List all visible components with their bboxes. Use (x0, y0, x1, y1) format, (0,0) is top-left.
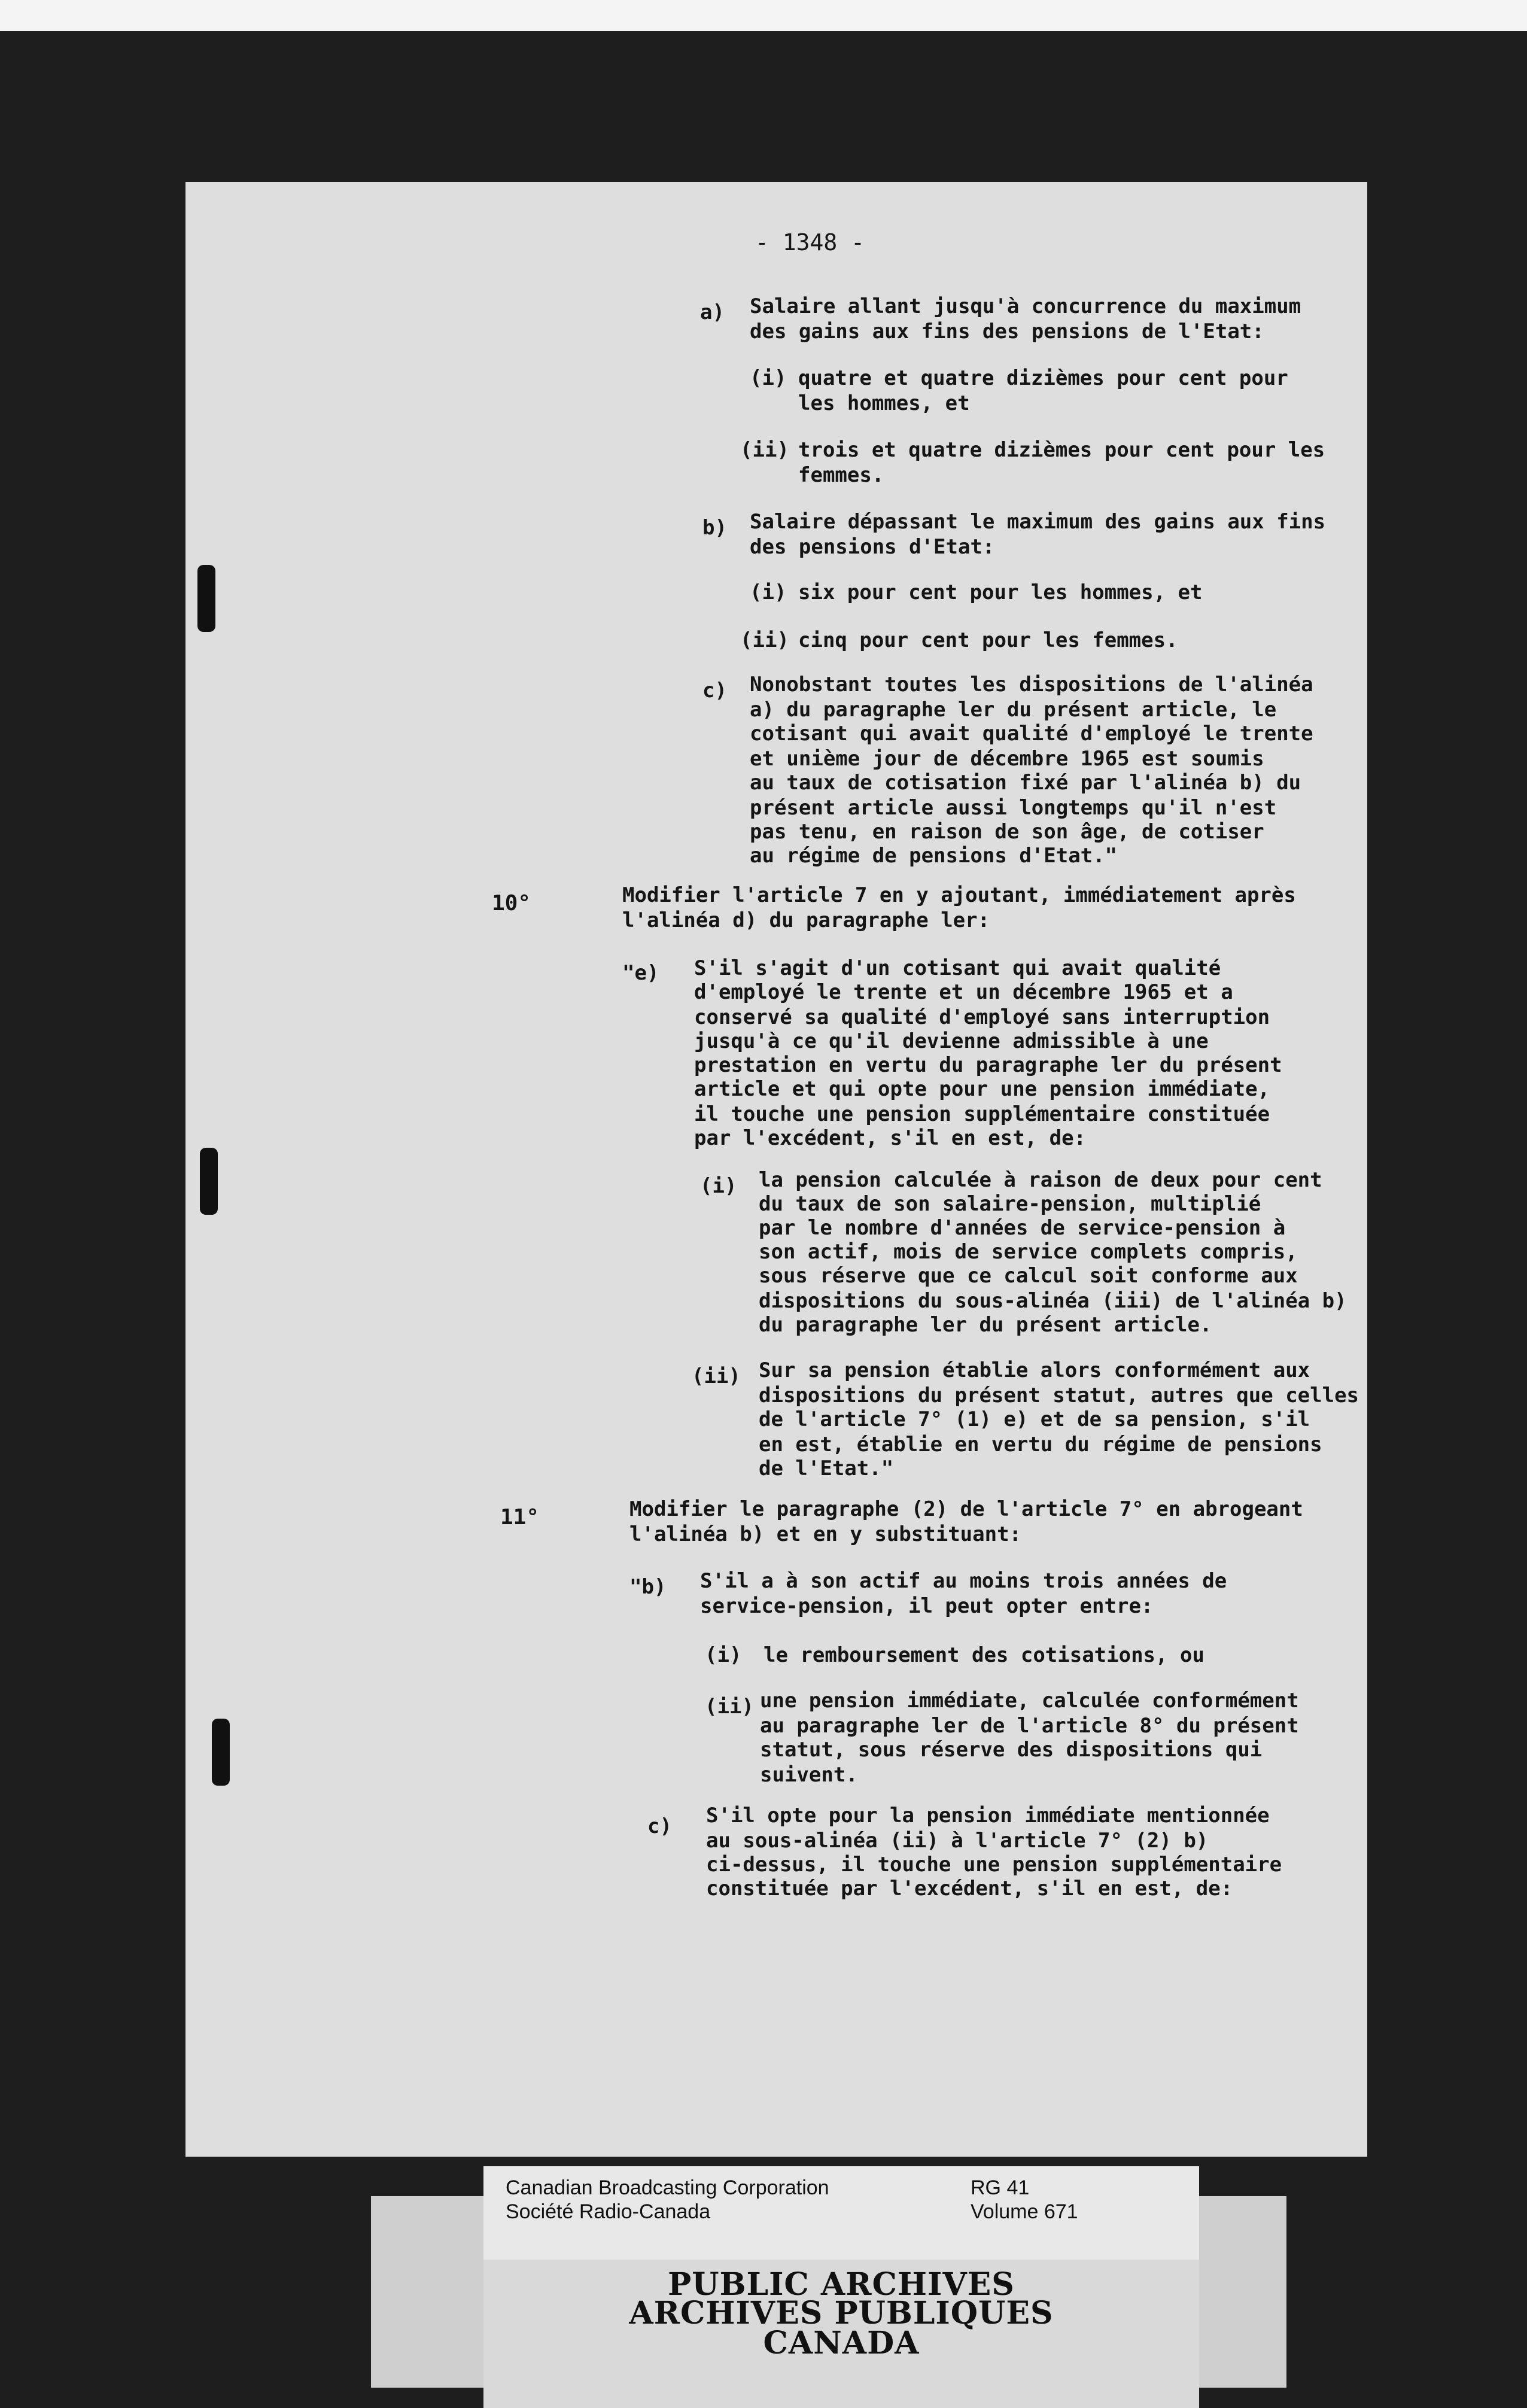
clause-10-e-i-line-5: sous réserve que ce calcul soit conforme aux (759, 1264, 1298, 1288)
item-a-i-line-2: les hommes, et (798, 391, 970, 415)
clause-10-e-label: "e) (622, 961, 659, 985)
item-a-ii-line-1: trois et quatre dizièmes pour cent pour les (798, 438, 1325, 462)
item-b-ii-label: (ii) (740, 628, 789, 652)
clause-10-e-line-7: il touche une pension supplémentaire constituée (694, 1102, 1270, 1126)
clause-11-line-1: Modifier le paragraphe (2) de l'article 7° en abrogeant (629, 1497, 1303, 1521)
clause-10-e-line-8: par l'excédent, s'il en est, de: (694, 1126, 1087, 1150)
clause-10-e-i-label: (i) (700, 1174, 737, 1198)
item-b-i-label: (i) (750, 580, 787, 604)
punch-hole-middle (200, 1148, 218, 1215)
clause-10-e-i-line-7: du paragraphe ler du présent article. (759, 1313, 1212, 1337)
item-b-line-1: Salaire dépassant le maximum des gains aux fins (750, 510, 1326, 534)
clause-11-number: 11° (500, 1505, 540, 1530)
archive-stamp-line-1: PUBLIC ARCHIVES (668, 2266, 1015, 2303)
item-b-ii-line-1: cinq pour cent pour les femmes. (798, 628, 1178, 652)
item-c-line-7: pas tenu, en raison de son âge, de cotiser (750, 820, 1264, 844)
item-a-ii-line-2: femmes. (798, 463, 884, 487)
archive-org-en: Canadian Broadcasting Corporation (506, 2176, 829, 2199)
item-c-line-4: et unième jour de décembre 1965 est soumis (750, 747, 1264, 771)
clause-10-e-ii-line-5: de l'Etat." (759, 1457, 894, 1480)
archive-stamp-line-2: ARCHIVES PUBLIQUES (629, 2295, 1054, 2331)
clause-10-e-ii-line-1: Sur sa pension établie alors conformément aux (759, 1358, 1310, 1382)
clause-11-c-line-4: constituée par l'excédent, s'il en est, de: (706, 1877, 1233, 1901)
clause-10-e-i-line-6: dispositions du sous-alinéa (iii) de l'alinéa b) (759, 1289, 1347, 1313)
clause-11-b-i-line-1: le remboursement des cotisations, ou (764, 1643, 1204, 1667)
clause-10-number: 10° (492, 891, 531, 916)
clause-11-b-ii-label: (ii) (705, 1695, 754, 1719)
item-c-line-2: a) du paragraphe ler du présent article, le (750, 698, 1277, 722)
clause-11-c-line-2: au sous-alinéa (ii) à l'article 7° (2) b) (706, 1829, 1209, 1853)
clause-11-b-i-label: (i) (705, 1643, 742, 1667)
item-c-line-6: présent article aussi longtemps qu'il n'est (750, 796, 1277, 820)
clause-10-e-line-2: d'employé le trente et un décembre 1965 et a (694, 980, 1233, 1004)
archive-org-fr: Société Radio-Canada (506, 2200, 711, 2223)
clause-11-b-ii-line-1: une pension immédiate, calculée conformément (760, 1689, 1299, 1713)
item-b-line-2: des pensions d'Etat: (750, 535, 995, 559)
item-a-i-line-1: quatre et quatre dizièmes pour cent pour (798, 366, 1288, 390)
clause-10-e-ii-line-4: en est, établie en vertu du régime de pensions (759, 1433, 1322, 1457)
item-a-label: a) (700, 300, 725, 324)
item-c-line-5: au taux de cotisation fixé par l'alinéa b) du (750, 771, 1301, 795)
clause-10-e-ii-line-3: de l'article 7° (1) e) et de sa pension, s'il (759, 1407, 1310, 1431)
clause-11-c-label: c) (647, 1814, 672, 1838)
item-b-label: b) (702, 516, 727, 540)
clause-10-e-line-3: conservé sa qualité d'employé sans interruption (694, 1005, 1270, 1029)
clause-11-c-line-1: S'il opte pour la pension immédiate mentionnée (706, 1804, 1270, 1828)
clause-10-e-line-6: article et qui opte pour une pension immédiate, (694, 1077, 1270, 1101)
clause-11-b-ii-line-2: au paragraphe ler de l'article 8° du présent (760, 1714, 1299, 1738)
archive-stamp-line-3: CANADA (763, 2325, 920, 2361)
clause-10-line-1: Modifier l'article 7 en y ajoutant, immédiatement après (622, 883, 1296, 907)
item-a-line-2: des gains aux fins des pensions de l'Etat: (750, 320, 1264, 343)
clause-10-e-i-line-4: son actif, mois de service complets compris, (759, 1240, 1298, 1264)
clause-10-e-line-4: jusqu'à ce qu'il devienne admissible à une (694, 1029, 1209, 1053)
clause-10-line-2: l'alinéa d) du paragraphe ler: (622, 908, 990, 932)
clause-10-e-i-line-1: la pension calculée à raison de deux pour cent (759, 1168, 1322, 1192)
punch-hole-top (197, 565, 215, 632)
item-b-i-line-1: six pour cent pour les hommes, et (798, 580, 1203, 604)
item-c-line-8: au régime de pensions d'Etat." (750, 844, 1118, 868)
clause-11-b-line-1: S'il a à son actif au moins trois années de (700, 1569, 1227, 1593)
item-a-ii-label: (ii) (740, 438, 789, 462)
archive-volume: Volume 671 (971, 2200, 1078, 2223)
item-c-line-1: Nonobstant toutes les dispositions de l'alinéa (750, 673, 1313, 697)
scan-top-border (0, 0, 1527, 31)
clause-11-b-line-2: service-pension, il peut opter entre: (700, 1594, 1154, 1618)
clause-10-e-i-line-3: par le nombre d'années de service-pension à (759, 1216, 1286, 1240)
clause-11-c-line-3: ci-dessus, il touche une pension supplémentaire (706, 1853, 1282, 1877)
item-c-line-3: cotisant qui avait qualité d'employé le trente (750, 722, 1313, 746)
archive-record-group: RG 41 (971, 2176, 1030, 2199)
item-a-line-1: Salaire allant jusqu'à concurrence du maximum (750, 294, 1301, 318)
clause-11-b-ii-line-3: statut, sous réserve des dispositions qui (760, 1738, 1263, 1762)
clause-10-e-line-5: prestation en vertu du paragraphe ler du présent (694, 1053, 1282, 1077)
clause-11-b-ii-line-4: suivent. (760, 1763, 858, 1787)
clause-10-e-ii-line-2: dispositions du présent statut, autres que celles (759, 1384, 1359, 1407)
punch-hole-bottom (212, 1719, 230, 1786)
item-a-i-label: (i) (750, 366, 787, 390)
item-c-label: c) (702, 679, 727, 703)
page-number: - 1348 - (755, 229, 865, 256)
clause-10-e-i-line-2: du taux de son salaire-pension, multiplié (759, 1192, 1261, 1216)
clause-10-e-ii-label: (ii) (692, 1364, 741, 1388)
clause-11-b-label: "b) (629, 1575, 667, 1599)
clause-10-e-line-1: S'il s'agit d'un cotisant qui avait qualité (694, 956, 1221, 980)
clause-11-line-2: l'alinéa b) et en y substituant: (629, 1522, 1022, 1546)
